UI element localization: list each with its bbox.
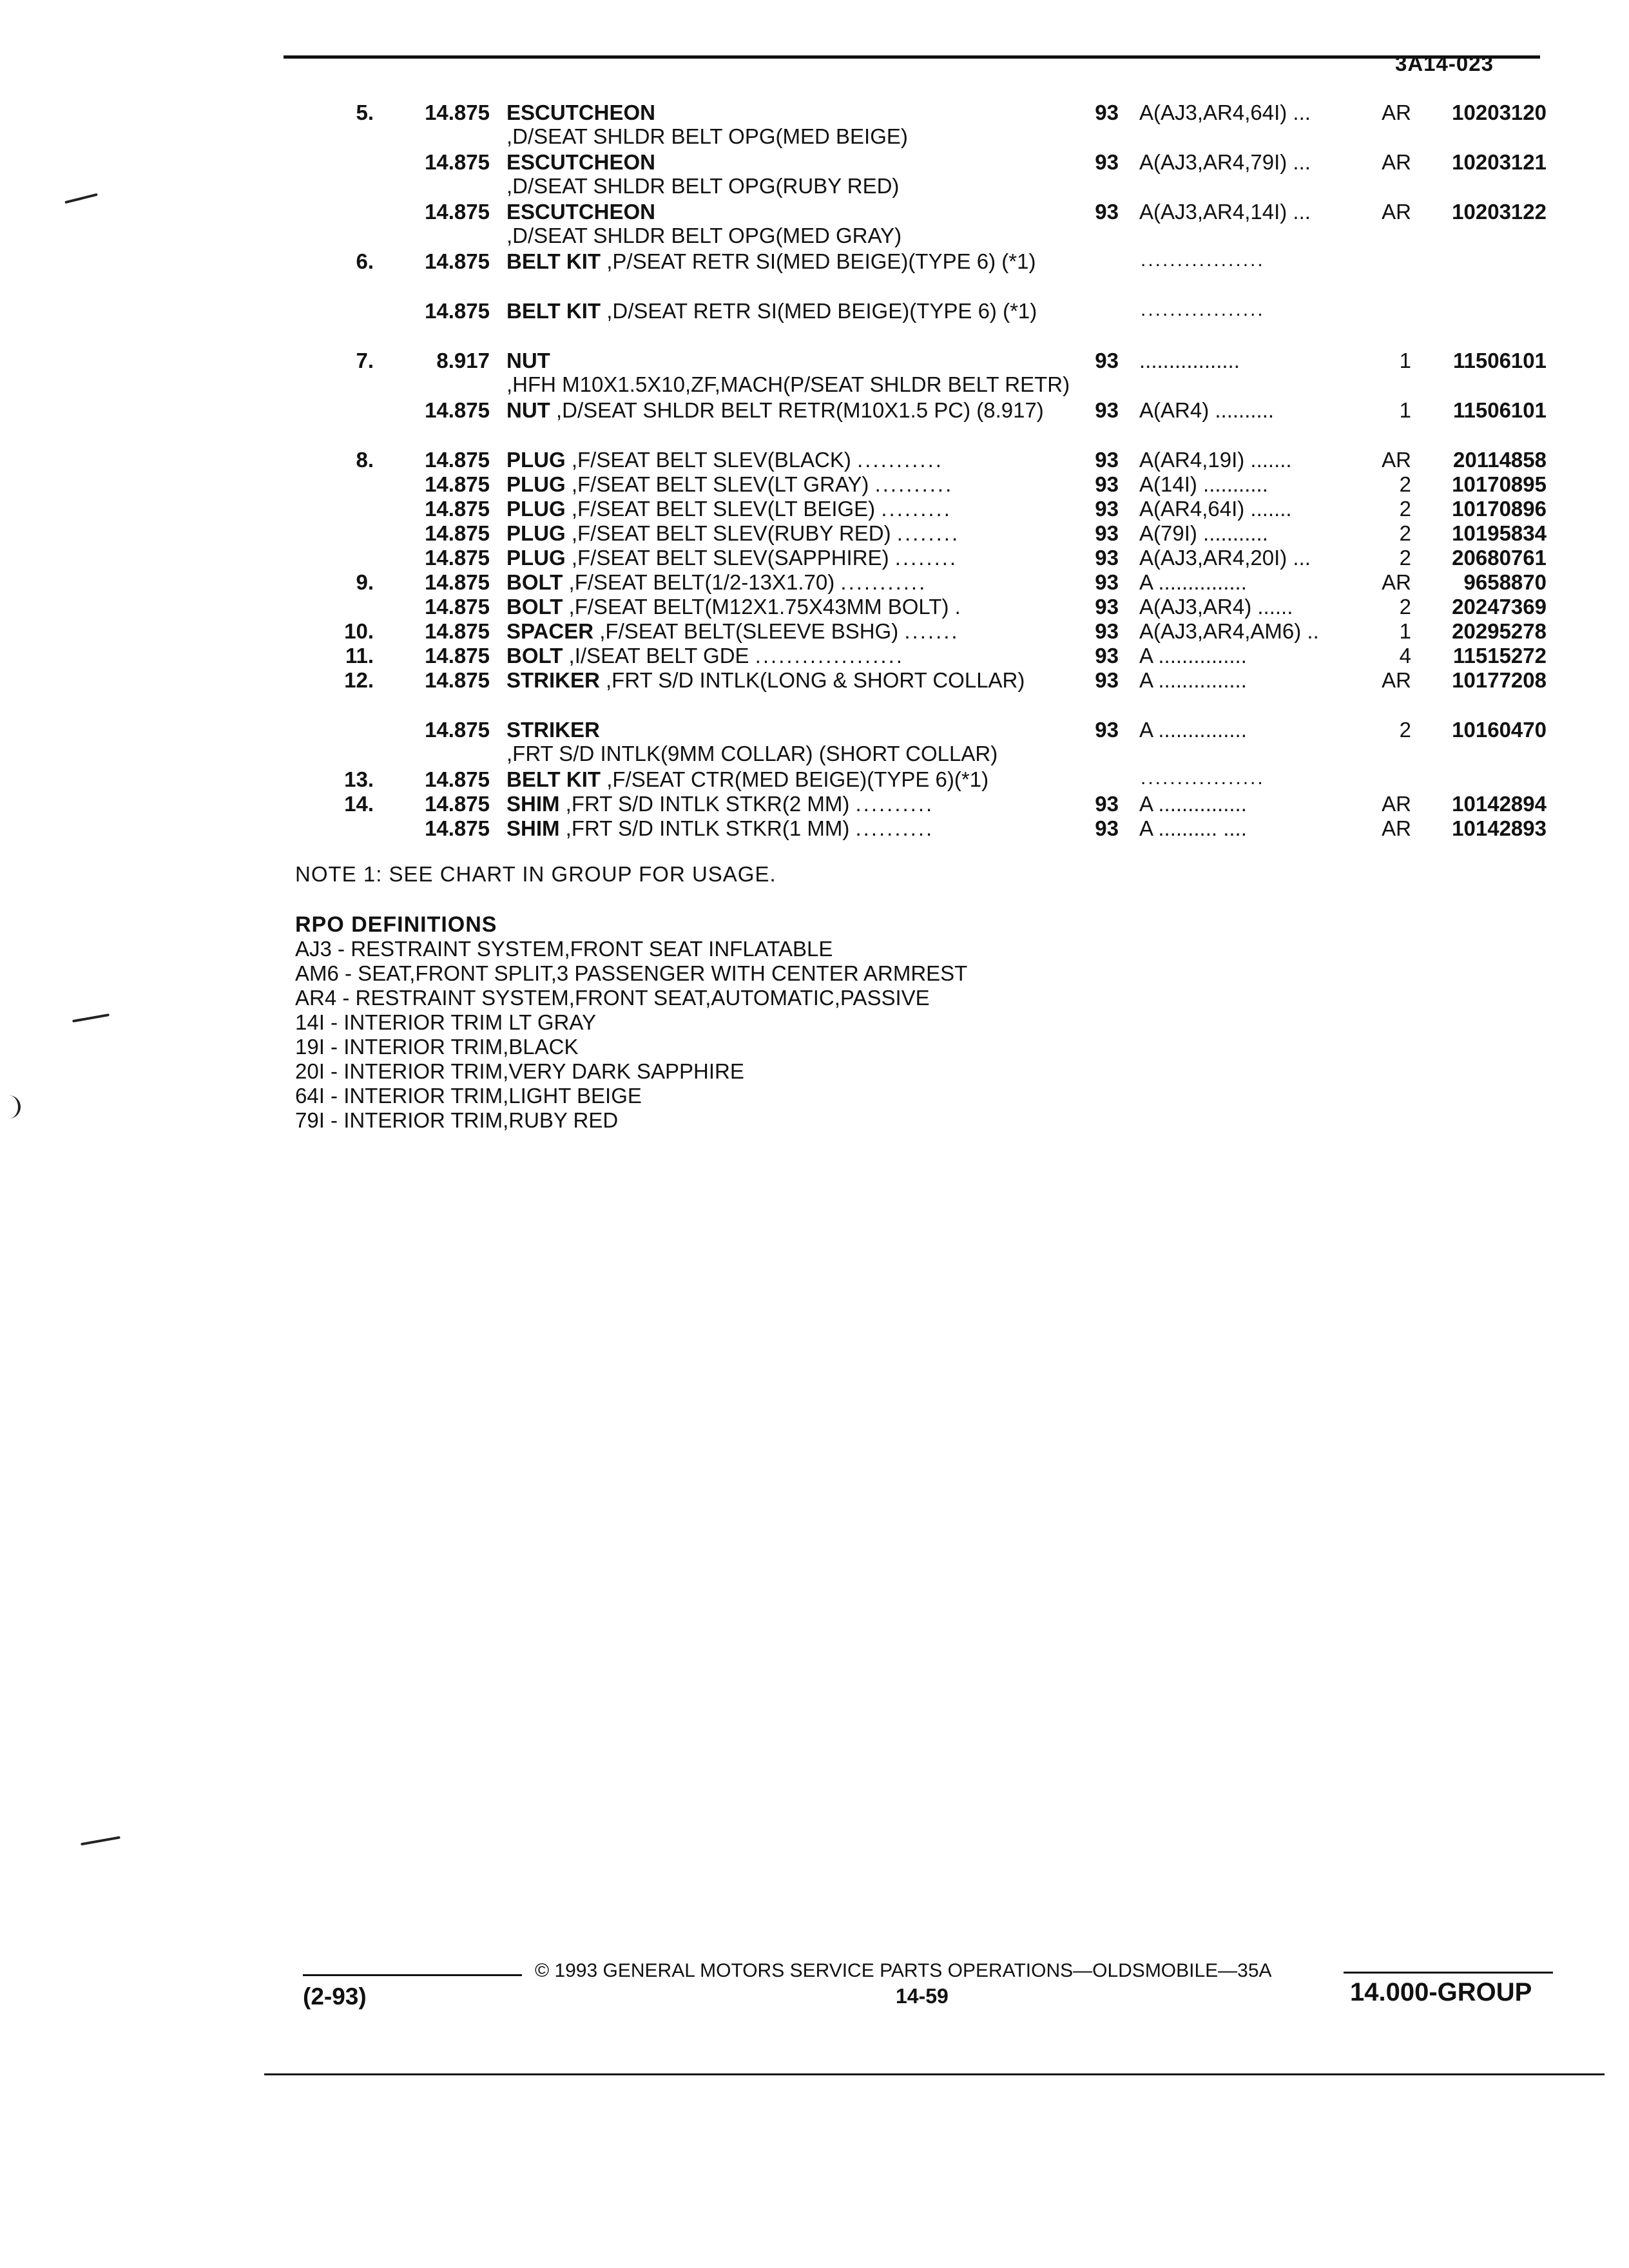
model-year: 93 bbox=[1095, 101, 1119, 124]
group-number: 14.875 bbox=[425, 398, 490, 422]
document-date: (2-93) bbox=[303, 1983, 367, 2010]
part-detail: ,F/SEAT BELT(M12X1.75X43MM BOLT) bbox=[568, 595, 949, 619]
part-number: 10170895 bbox=[1452, 472, 1547, 496]
part-row bbox=[0, 619, 1629, 644]
part-number: 10142894 bbox=[1452, 792, 1547, 816]
part-number: 11515272 bbox=[1452, 644, 1547, 668]
quantity: 1 bbox=[1399, 349, 1411, 372]
group-number: 14.875 bbox=[425, 767, 490, 791]
group-number: 14.875 bbox=[425, 249, 490, 273]
group-number: 14.875 bbox=[425, 101, 490, 124]
ref-number: 13. bbox=[344, 767, 374, 791]
usage-code: A(AJ3,AR4) ...... bbox=[1139, 595, 1293, 619]
usage-code: A(AJ3,AR4,20I) ... bbox=[1139, 546, 1311, 570]
group-number: 14.875 bbox=[425, 644, 490, 668]
leader-dots: ........ bbox=[894, 546, 958, 570]
part-name: BOLT bbox=[506, 570, 563, 594]
footer-rule-right bbox=[1344, 1972, 1553, 1974]
model-year: 93 bbox=[1095, 448, 1119, 472]
part-description bbox=[506, 497, 1048, 521]
part-row bbox=[0, 718, 1629, 767]
copyright-line: © 1993 GENERAL MOTORS SERVICE PARTS OPERATIONS—OLDSMOBILE—35A bbox=[535, 1960, 1272, 1981]
part-description bbox=[506, 718, 1048, 765]
part-description bbox=[506, 249, 1048, 273]
part-row bbox=[0, 200, 1629, 249]
part-name: BELT KIT bbox=[506, 249, 601, 273]
leader-dots: .......... bbox=[855, 816, 934, 840]
model-year: 93 bbox=[1095, 792, 1119, 816]
part-name: NUT bbox=[506, 398, 550, 422]
group-number: 14.875 bbox=[425, 472, 490, 496]
part-description bbox=[506, 101, 1048, 148]
ref-number: 11. bbox=[345, 644, 374, 668]
part-description bbox=[506, 792, 1048, 816]
part-detail: ,FRT S/D INTLK(9MM COLLAR) (SHORT COLLAR) bbox=[506, 742, 998, 765]
part-description bbox=[506, 546, 1048, 570]
quantity: AR bbox=[1382, 150, 1411, 174]
quantity: 2 bbox=[1399, 472, 1411, 496]
leader-dots: ........... bbox=[840, 570, 927, 594]
quantity: AR bbox=[1382, 570, 1411, 594]
part-name: PLUG bbox=[506, 497, 566, 521]
usage-code: A ............... bbox=[1139, 644, 1247, 668]
part-description bbox=[506, 570, 1048, 594]
model-year: 93 bbox=[1095, 619, 1119, 643]
part-name: BOLT bbox=[506, 595, 563, 619]
part-detail: ,P/SEAT RETR SI(MED BEIGE)(TYPE 6) (*1) bbox=[606, 249, 1036, 273]
group-label: 14.000-GROUP bbox=[1350, 1978, 1532, 2006]
part-name: SHIM bbox=[506, 792, 560, 816]
part-detail: ,F/SEAT CTR(MED BEIGE)(TYPE 6)(*1) bbox=[606, 767, 989, 791]
leader-dots: ........... bbox=[857, 448, 943, 472]
part-row bbox=[0, 101, 1629, 150]
quantity: 2 bbox=[1399, 595, 1411, 619]
part-description bbox=[506, 200, 1048, 247]
model-year: 93 bbox=[1095, 816, 1119, 840]
leader-dots: ................. bbox=[1141, 767, 1265, 789]
page-number: 14-59 bbox=[896, 1984, 949, 2008]
quantity: 4 bbox=[1399, 644, 1411, 668]
part-name: BOLT bbox=[506, 644, 563, 668]
part-row bbox=[0, 150, 1629, 200]
leader-dots: .......... bbox=[874, 472, 954, 496]
part-row bbox=[0, 767, 1629, 792]
part-detail: ,FRT S/D INTLK STKR(1 MM) bbox=[565, 816, 850, 840]
part-detail: ,F/SEAT BELT(SLEEVE BSHG) bbox=[599, 619, 899, 643]
leader-dots: ................... bbox=[755, 644, 904, 668]
usage-code: A .......... .... bbox=[1139, 816, 1247, 840]
part-number: 11506101 bbox=[1452, 398, 1547, 422]
part-detail: ,D/SEAT SHLDR BELT OPG(MED BEIGE) bbox=[506, 124, 908, 148]
usage-code: A(AR4) .......... bbox=[1139, 398, 1275, 422]
rpo-item: AJ3 - RESTRAINT SYSTEM,FRONT SEAT INFLATABLE bbox=[295, 937, 833, 961]
part-name: PLUG bbox=[506, 472, 566, 496]
part-number: 20114858 bbox=[1452, 448, 1547, 472]
part-detail: ,F/SEAT BELT(1/2-13X1.70) bbox=[568, 570, 835, 594]
part-name: ESCUTCHEON bbox=[506, 200, 656, 224]
part-number: 10203120 bbox=[1452, 101, 1547, 124]
ref-number: 14. bbox=[344, 792, 374, 816]
part-detail: ,D/SEAT SHLDR BELT OPG(RUBY RED) bbox=[506, 174, 900, 198]
group-number: 14.875 bbox=[425, 497, 490, 521]
quantity: 1 bbox=[1399, 619, 1411, 643]
usage-code: A ............... bbox=[1139, 570, 1247, 594]
part-detail: ,I/SEAT BELT GDE bbox=[568, 644, 749, 668]
part-detail: ,F/SEAT BELT SLEV(LT GRAY) bbox=[571, 472, 869, 496]
group-number: 14.875 bbox=[425, 299, 490, 323]
leader-dots: ........ bbox=[896, 521, 960, 545]
part-row bbox=[0, 299, 1629, 349]
part-name: BELT KIT bbox=[506, 299, 601, 323]
part-row bbox=[0, 668, 1629, 718]
model-year: 93 bbox=[1095, 570, 1119, 594]
usage-code: A ............... bbox=[1139, 792, 1247, 816]
model-year: 93 bbox=[1095, 349, 1119, 372]
part-number: 10203122 bbox=[1452, 200, 1547, 224]
leader-dots: . bbox=[954, 595, 963, 619]
quantity: AR bbox=[1382, 200, 1411, 224]
group-number: 14.875 bbox=[425, 718, 490, 742]
document-id: 3A14-023 bbox=[1395, 52, 1494, 75]
part-description bbox=[506, 472, 1048, 496]
part-description bbox=[506, 398, 1048, 422]
quantity: 2 bbox=[1399, 497, 1411, 521]
model-year: 93 bbox=[1095, 150, 1119, 174]
usage-code: A(AJ3,AR4,14I) ... bbox=[1139, 200, 1311, 224]
model-year: 93 bbox=[1095, 472, 1119, 496]
rpo-item: 64I - INTERIOR TRIM,LIGHT BEIGE bbox=[295, 1084, 642, 1108]
rpo-item: 14I - INTERIOR TRIM LT GRAY bbox=[295, 1010, 596, 1034]
part-detail: ,HFH M10X1.5X10,ZF,MACH(P/SEAT SHLDR BELT RETR) bbox=[506, 372, 1070, 396]
group-number: 14.875 bbox=[425, 200, 490, 224]
group-number: 14.875 bbox=[425, 448, 490, 472]
model-year: 93 bbox=[1095, 398, 1119, 422]
part-description bbox=[506, 448, 1048, 472]
part-row bbox=[0, 792, 1629, 816]
ref-number: 12. bbox=[344, 668, 374, 692]
part-detail: ,D/SEAT SHLDR BELT RETR(M10X1.5 PC) (8.917) bbox=[556, 398, 1044, 422]
part-detail: ,F/SEAT BELT SLEV(SAPPHIRE) bbox=[571, 546, 889, 570]
part-number: 10203121 bbox=[1452, 150, 1547, 174]
part-name: BELT KIT bbox=[506, 767, 601, 791]
quantity: AR bbox=[1382, 448, 1411, 472]
part-detail: ,F/SEAT BELT SLEV(BLACK) bbox=[571, 448, 851, 472]
usage-code: A ............... bbox=[1139, 718, 1247, 742]
part-name: NUT bbox=[506, 349, 550, 372]
usage-note: NOTE 1: SEE CHART IN GROUP FOR USAGE. bbox=[295, 862, 776, 886]
part-name: PLUG bbox=[506, 448, 566, 472]
part-detail: ,D/SEAT RETR SI(MED BEIGE)(TYPE 6) (*1) bbox=[606, 299, 1037, 323]
rpo-item: 79I - INTERIOR TRIM,RUBY RED bbox=[295, 1108, 619, 1132]
part-description bbox=[506, 644, 1048, 668]
part-row bbox=[0, 816, 1629, 841]
part-description bbox=[506, 619, 1048, 643]
scan-mark bbox=[81, 1836, 120, 1846]
group-number: 14.875 bbox=[425, 150, 490, 174]
group-number: 14.875 bbox=[425, 619, 490, 643]
usage-code: A(AJ3,AR4,64I) ... bbox=[1139, 101, 1311, 124]
rpo-item: 20I - INTERIOR TRIM,VERY DARK SAPPHIRE bbox=[295, 1059, 744, 1083]
part-name: SPACER bbox=[506, 619, 594, 643]
ref-number: 5. bbox=[356, 101, 374, 124]
ref-number: 9. bbox=[356, 570, 374, 594]
group-number: 14.875 bbox=[425, 570, 490, 594]
part-number: 11506101 bbox=[1452, 349, 1547, 372]
ref-number: 10. bbox=[344, 619, 374, 643]
part-detail: ,F/SEAT BELT SLEV(LT BEIGE) bbox=[571, 497, 876, 521]
model-year: 93 bbox=[1095, 718, 1119, 742]
usage-code: A(AR4,64I) ....... bbox=[1139, 497, 1292, 521]
quantity: 2 bbox=[1399, 546, 1411, 570]
part-number: 10160470 bbox=[1452, 718, 1547, 742]
part-description bbox=[506, 349, 1070, 396]
ref-number: 6. bbox=[356, 249, 374, 273]
part-name: ESCUTCHEON bbox=[506, 150, 656, 174]
model-year: 93 bbox=[1095, 521, 1119, 545]
part-name: SHIM bbox=[506, 816, 560, 840]
part-detail: ,D/SEAT SHLDR BELT OPG(MED GRAY) bbox=[506, 224, 902, 247]
part-row bbox=[0, 546, 1629, 570]
rpo-item: 19I - INTERIOR TRIM,BLACK bbox=[295, 1035, 579, 1059]
part-row bbox=[0, 644, 1629, 668]
part-description bbox=[506, 595, 1048, 619]
quantity: AR bbox=[1382, 816, 1411, 840]
part-detail: ,F/SEAT BELT SLEV(RUBY RED) bbox=[571, 521, 891, 545]
leader-dots: ................. bbox=[1141, 249, 1265, 271]
part-description bbox=[506, 668, 1048, 692]
model-year: 93 bbox=[1095, 644, 1119, 668]
usage-code: A(AJ3,AR4,AM6) .. bbox=[1139, 619, 1319, 643]
part-row bbox=[0, 349, 1629, 398]
part-number: 10177208 bbox=[1452, 668, 1547, 692]
top-rule bbox=[284, 55, 1540, 59]
parts-list bbox=[0, 101, 1629, 841]
usage-code: A(AR4,19I) ....... bbox=[1139, 448, 1292, 472]
scan-mark bbox=[72, 1014, 110, 1023]
part-name: ESCUTCHEON bbox=[506, 101, 656, 124]
leader-dots: .......... bbox=[855, 792, 934, 816]
model-year: 93 bbox=[1095, 546, 1119, 570]
part-number: 10195834 bbox=[1452, 521, 1547, 545]
leader-dots: ....... bbox=[904, 619, 959, 643]
quantity: 1 bbox=[1399, 398, 1411, 422]
part-row bbox=[0, 472, 1629, 497]
quantity: AR bbox=[1382, 792, 1411, 816]
group-number: 14.875 bbox=[425, 792, 490, 816]
footer-rule-left bbox=[303, 1974, 522, 1976]
part-row bbox=[0, 448, 1629, 472]
part-detail: ,FRT S/D INTLK STKR(2 MM) bbox=[565, 792, 850, 816]
quantity: AR bbox=[1382, 668, 1411, 692]
part-name: STRIKER bbox=[506, 718, 600, 742]
part-description bbox=[506, 150, 1048, 198]
quantity: AR bbox=[1382, 101, 1411, 124]
rpo-item: AR4 - RESTRAINT SYSTEM,FRONT SEAT,AUTOMATIC,PASSIVE bbox=[295, 986, 930, 1010]
ref-number: 8. bbox=[356, 448, 374, 472]
part-number: 10170896 bbox=[1452, 497, 1547, 521]
scan-mark bbox=[9, 1095, 21, 1119]
usage-code: ................. bbox=[1139, 349, 1240, 372]
part-row bbox=[0, 249, 1629, 299]
part-row bbox=[0, 497, 1629, 521]
leader-dots: ................. bbox=[1141, 299, 1265, 320]
part-description bbox=[506, 521, 1048, 545]
group-number: 8.917 bbox=[436, 349, 490, 372]
part-description bbox=[506, 767, 1048, 791]
usage-code: A(79I) ........... bbox=[1139, 521, 1268, 545]
part-number: 9658870 bbox=[1463, 570, 1547, 594]
rpo-item: AM6 - SEAT,FRONT SPLIT,3 PASSENGER WITH CENTER ARMREST bbox=[295, 961, 968, 985]
quantity: 2 bbox=[1399, 521, 1411, 545]
usage-code: A ............... bbox=[1139, 668, 1247, 692]
part-detail: ,FRT S/D INTLK(LONG & SHORT COLLAR) bbox=[606, 668, 1025, 692]
part-row bbox=[0, 521, 1629, 546]
group-number: 14.875 bbox=[425, 816, 490, 840]
part-row bbox=[0, 595, 1629, 619]
part-name: PLUG bbox=[506, 521, 566, 545]
rpo-definitions bbox=[295, 912, 967, 1133]
part-number: 10142893 bbox=[1452, 816, 1547, 840]
group-number: 14.875 bbox=[425, 521, 490, 545]
group-number: 14.875 bbox=[425, 595, 490, 619]
usage-code: A(AJ3,AR4,79I) ... bbox=[1139, 150, 1311, 174]
part-name: PLUG bbox=[506, 546, 566, 570]
part-description bbox=[506, 816, 1048, 840]
part-row bbox=[0, 570, 1629, 595]
part-number: 20247369 bbox=[1452, 595, 1547, 619]
part-row bbox=[0, 398, 1629, 448]
model-year: 93 bbox=[1095, 497, 1119, 521]
rpo-title: RPO DEFINITIONS bbox=[295, 912, 497, 937]
part-number: 20680761 bbox=[1452, 546, 1547, 570]
model-year: 93 bbox=[1095, 668, 1119, 692]
part-description bbox=[506, 299, 1048, 323]
part-name: STRIKER bbox=[506, 668, 600, 692]
model-year: 93 bbox=[1095, 595, 1119, 619]
group-number: 14.875 bbox=[425, 668, 490, 692]
model-year: 93 bbox=[1095, 200, 1119, 224]
bottom-rule bbox=[264, 2073, 1605, 2075]
ref-number: 7. bbox=[356, 349, 374, 372]
part-number: 20295278 bbox=[1452, 619, 1547, 643]
quantity: 2 bbox=[1399, 718, 1411, 742]
leader-dots: ......... bbox=[881, 497, 952, 521]
group-number: 14.875 bbox=[425, 546, 490, 570]
usage-code: A(14I) ........... bbox=[1139, 472, 1268, 496]
